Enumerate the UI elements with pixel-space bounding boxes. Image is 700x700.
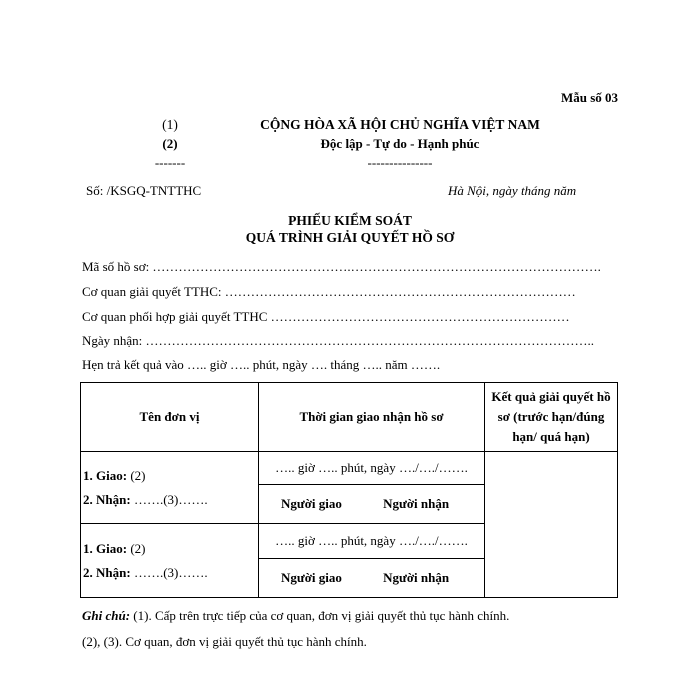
field-file-code[interactable]: Mã số hồ sơ: ……………………………………….………………………………………………….	[82, 259, 601, 274]
unit-cell[interactable]	[81, 524, 259, 598]
note-line-2: (2), (3). Cơ quan, đơn vị giải quyết thủ tục hành chính.	[82, 634, 367, 649]
agency-line-2: (2)	[162, 136, 178, 151]
signatures-cell[interactable]	[259, 559, 485, 598]
receiver-label: Người nhận	[383, 570, 450, 585]
handover-time-cell[interactable]: ….. giờ ….. phút, ngày …./…./…….	[259, 452, 485, 485]
table-row	[81, 452, 618, 485]
title-line-2: QUÁ TRÌNH GIẢI QUYẾT HỒ SƠ	[245, 230, 455, 245]
place-and-date: Hà Nội, ngày tháng năm	[448, 183, 577, 198]
receive-value: …….(3)…….	[130, 491, 208, 507]
agency-line-1: (1)	[162, 117, 178, 132]
give-label: 1. Giao:	[83, 540, 128, 556]
give-label: 1. Giao:	[83, 467, 128, 483]
field-return-appointment[interactable]: Hẹn trả kết quả vào ….. giờ ….. phút, ngày …. tháng ….. năm …….	[82, 357, 441, 372]
result-cell[interactable]	[485, 452, 618, 598]
header-result: Kết quả giải quyết hồ sơ (trước hạn/đúng hạn/ quá hạn)	[485, 383, 618, 452]
header-unit: Tên đơn vị	[81, 383, 259, 452]
receive-label: 2. Nhận:	[83, 491, 131, 507]
receive-line	[83, 488, 258, 512]
title-line-1: PHIẾU KIỂM SOÁT	[288, 213, 412, 228]
give-value: (2)	[127, 467, 146, 483]
tracking-table	[80, 382, 618, 598]
header-time: Thời gian giao nhận hồ sơ	[259, 383, 485, 452]
giver-label: Người giao	[281, 570, 342, 585]
receive-label: 2. Nhận:	[83, 564, 131, 580]
give-line	[83, 537, 258, 561]
note-label: Ghi chú:	[82, 608, 131, 623]
handover-time-cell[interactable]: ….. giờ ….. phút, ngày …./…./…….	[259, 524, 485, 559]
national-motto-block	[250, 115, 550, 172]
motto-divider: ---------------	[367, 155, 433, 170]
country-name: CỘNG HÒA XÃ HỘI CHỦ NGHĨA VIỆT NAM	[260, 117, 540, 132]
signatures-cell[interactable]	[259, 485, 485, 524]
note-text-1: (1). Cấp trên trực tiếp của cơ quan, đơn vị giải quyết thủ tục hành chính.	[130, 608, 510, 623]
field-handling-agency[interactable]: Cơ quan giải quyết TTHC: ………………………………………………………………………	[82, 284, 576, 299]
form-code: Mẫu số 03	[560, 90, 618, 105]
give-line	[83, 464, 258, 488]
receive-line	[83, 561, 258, 585]
table-header-row	[81, 383, 618, 452]
give-value: (2)	[127, 540, 146, 556]
unit-cell[interactable]	[81, 452, 259, 524]
national-motto: Độc lập - Tự do - Hạnh phúc	[320, 136, 480, 151]
field-received-date[interactable]: Ngày nhận: …………………………………………………………………………………………..	[82, 333, 595, 348]
receive-value: …….(3)…….	[130, 564, 208, 580]
document-title	[170, 212, 530, 246]
receiver-label: Người nhận	[383, 496, 450, 511]
agency-divider: -------	[154, 155, 186, 170]
field-coordinating-agency[interactable]: Cơ quan phối hợp giải quyết TTHC ……………………………………………………………	[82, 309, 570, 324]
giver-label: Người giao	[281, 496, 342, 511]
document-number: Số: /KSGQ-TNTTHC	[86, 183, 202, 198]
issuing-agency-block	[140, 115, 200, 172]
note-line-1	[82, 603, 509, 629]
notes	[82, 603, 509, 655]
